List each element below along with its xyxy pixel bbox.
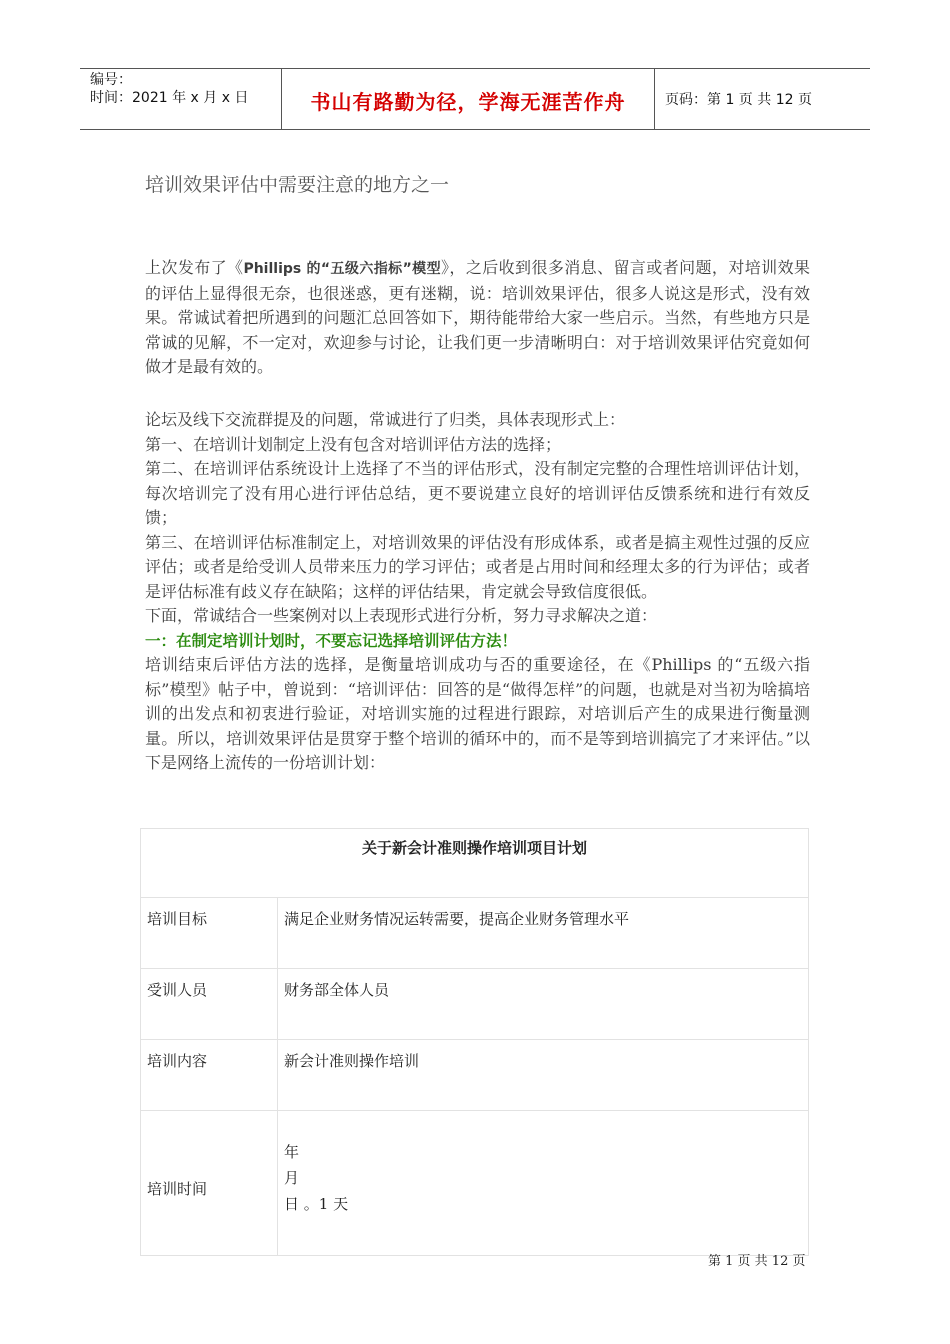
row-label: 培训时间 [141, 1111, 278, 1256]
row-label: 培训内容 [141, 1040, 278, 1111]
issues-lead: 论坛及线下交流群提及的问题，常诚进行了归类，具体表现形式上： [145, 410, 626, 429]
page-footer: 第 1 页 共 12 页 [708, 1254, 806, 1269]
time-month: 月 [284, 1169, 300, 1187]
row-label: 培训目标 [141, 898, 278, 969]
row-value: 财务部全体人员 [278, 969, 809, 1040]
time-day: 日 。1 天 [284, 1195, 349, 1213]
table-row [141, 1111, 809, 1256]
page-header [80, 68, 870, 130]
section1-text: 培训结束后评估方法的选择，是衡量培训成功与否的重要途径，在《Phillips 的“五级六指标”模型》帖子中，曾说到：“培训评估：回答的是“做得怎样”的问题，也就是对当初为啥搞培训的出发点和初衷进行验证，对培训实施的过程进行跟踪，对培训后产生的成果进行衡量测量。所以，培训效果评估是贯穿于整个培训的循环中的，而不是等到培训搞完了才来评估。”以下是网络上流传的一份培训计划： [145, 655, 810, 772]
document-title: 培训效果评估中需要注意的地方之一 [145, 174, 450, 196]
document-time-label: 时间：2021 年 x 月 x 日 [90, 90, 249, 106]
header-divider [654, 69, 655, 129]
table-row [141, 969, 809, 1040]
transition-text: 下面，常诚结合一些案例对以上表现形式进行分析，努力寻求解决之道： [145, 606, 658, 625]
row-value: 新会计准则操作培训 [278, 1040, 809, 1111]
intro-text: 》，之后收到很多消息、留言或者问题，对培训效果的评估上显得很无奈，也很迷惑，更有迷糊，说：培训效果评估，很多人说这是形式，没有效果。常诚试着把所遇到的问题汇总回答如下，期待能带给大家一些启示。当然，有些地方只是常诚的见解，不一定对，欢迎参与讨论，让我们更一步清晰明白：对于培训效果评估究竟如何做才是最有效的。 [145, 258, 810, 376]
table-row [141, 898, 809, 969]
header-motto: 书山有路勤为径，学海无涯苦作舟 [310, 90, 626, 114]
row-label: 受训人员 [141, 969, 278, 1040]
table-row [141, 1040, 809, 1111]
training-plan-table [140, 828, 809, 1256]
phillips-model-link[interactable]: Phillips 的“五级六指标”模型 [243, 261, 441, 277]
issue-item-2: 第二、在培训评估系统设计上选择了不当的评估形式，没有制定完整的合理性培训评估计划，每次培训完了没有用心进行评估总结，更不要说建立良好的培训评估反馈系统和进行有效反馈； [145, 459, 810, 527]
section1-heading: 一：在制定培训计划时，不要忘记选择培训评估方法！ [145, 631, 518, 650]
issue-item-3: 第三、在培训评估标准制定上，对培训效果的评估没有形成体系，或者是搞主观性过强的反应评估；或者是给受训人员带来压力的学习评估；或者是占用时间和经理太多的行为评估；或者是评估标准有歧义存在缺陷；这样的评估结果，肯定就会导致信度很低。 [145, 532, 810, 601]
header-page-number: 页码：第 1 页 共 12 页 [665, 92, 812, 108]
header-meta [90, 71, 248, 107]
issues-section [145, 408, 810, 776]
table-caption: 关于新会计准则操作培训项目计划 [141, 829, 809, 898]
document-number-label: 编号： [90, 72, 132, 88]
intro-paragraph [145, 256, 810, 380]
row-value: 满足企业财务情况运转需要，提高企业财务管理水平 [278, 898, 809, 969]
issue-item-1: 第一、在培训计划制定上没有包含对培训评估方法的选择； [145, 434, 562, 454]
training-time-value [278, 1111, 809, 1256]
time-year: 年 [284, 1143, 300, 1161]
intro-prefix: 上次发布了《 [145, 258, 244, 277]
